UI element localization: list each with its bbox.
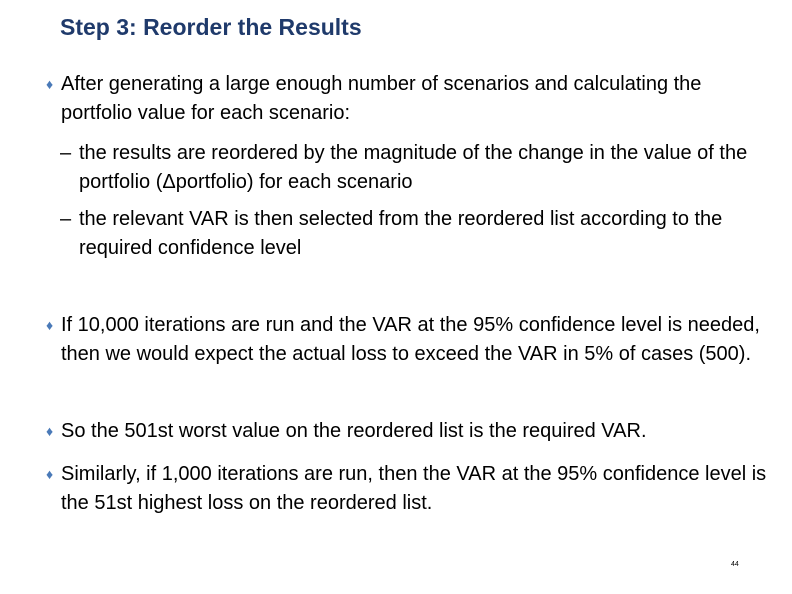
sub-bullet-item xyxy=(60,139,760,197)
sub-bullet-text: the results are reordered by the magnitude of the change in the value of the portfolio (Δportfolio) for each scenario xyxy=(79,142,748,193)
bullet-text: Similarly, if 1,000 iterations are run, then the VAR at the 95% confidence level is the 51st highest loss on the reordered list. xyxy=(61,463,767,514)
diamond-bullet-icon: ♦ xyxy=(46,466,54,482)
bullet-text: After generating a large enough number of scenarios and calculating the portfolio value for each scenario: xyxy=(61,73,702,124)
bullet-item xyxy=(46,417,776,446)
dash-bullet-icon: – xyxy=(60,142,72,164)
page-number: 44 xyxy=(731,561,739,568)
dash-bullet-icon: – xyxy=(60,208,72,230)
sub-bullet-text: the relevant VAR is then selected from the reordered list according to the required confidence level xyxy=(79,208,723,259)
bullet-item xyxy=(46,70,776,128)
bullet-item xyxy=(46,460,776,518)
diamond-bullet-icon: ♦ xyxy=(46,423,54,439)
sub-bullet-item xyxy=(60,205,760,263)
bullet-text: So the 501st worst value on the reordered list is the required VAR. xyxy=(61,420,647,442)
bullet-text: If 10,000 iterations are run and the VAR at the 95% confidence level is needed, then we would expect the actual loss to exceed the VAR in 5% of cases (500). xyxy=(61,314,760,365)
slide-title: Step 3: Reorder the Results xyxy=(60,14,362,40)
diamond-bullet-icon: ♦ xyxy=(46,76,54,92)
diamond-bullet-icon: ♦ xyxy=(46,317,54,333)
bullet-item xyxy=(46,311,776,369)
